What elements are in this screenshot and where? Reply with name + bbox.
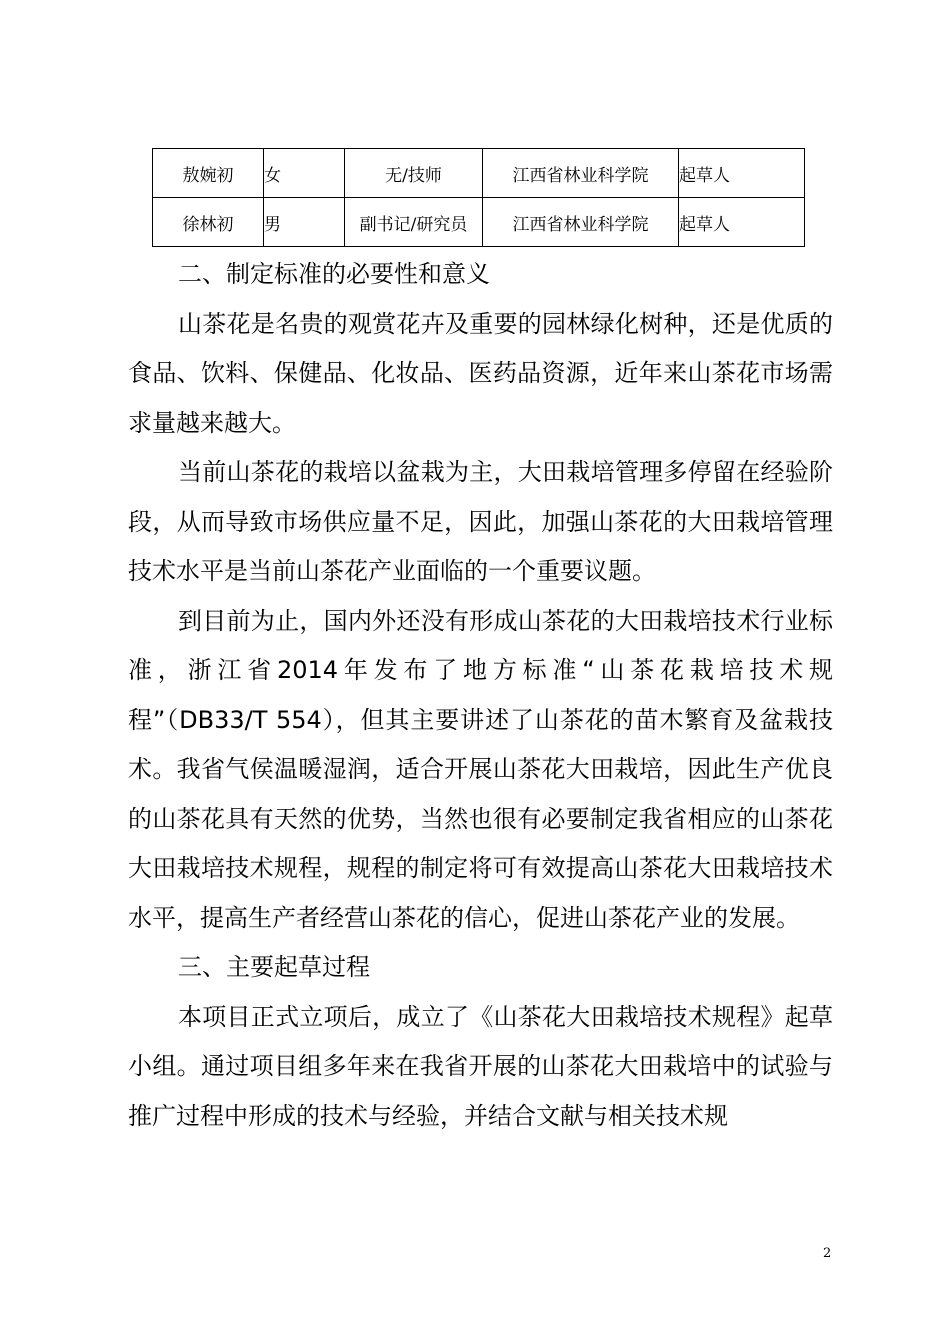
section-heading-necessity: 二、制定标准的必要性和意义 xyxy=(178,260,490,288)
paragraph: 山茶花是名贵的观赏花卉及重要的园林绿化树种，还是优质的食品、饮料、保健品、化妆品、医药品资源，近年来山茶花市场需求量越来越大。 xyxy=(128,309,833,437)
name-cell: 敖婉初 xyxy=(153,149,264,198)
paragraph: 到目前为止，国内外还没有形成山茶花的大田栽培技术行业标准，浙江省2014年发布了地方标准“山茶花栽培技术规程”（DB33/T 554），但其主要讲述了山茶花的苗木繁育及盆栽技术。我省气侯温暖湿润，适合开展山茶花大田栽培，因此生产优良的山茶花具有天然的优势，当然也很有必要制定我省相应的山茶花大田栽培技术规程，规程的制定将可有效提高山茶花大田栽培技术水平，提高生产者经营山茶花的信心，促进山茶花产业的发展。 xyxy=(128,606,833,932)
page-number: 2 xyxy=(823,1246,832,1261)
role-cell: 起草人 xyxy=(679,198,805,247)
role-cell: 起草人 xyxy=(679,149,805,198)
organization-cell: 江西省林业科学院 xyxy=(483,198,679,247)
title-cell: 无/技师 xyxy=(345,149,483,198)
name-cell: 徐林初 xyxy=(153,198,264,247)
table-row xyxy=(153,149,805,198)
table-row xyxy=(153,198,805,247)
gender-cell: 男 xyxy=(264,198,345,247)
title-cell: 副书记/研究员 xyxy=(345,198,483,247)
drafters-table xyxy=(152,148,805,247)
section-heading-drafting-process: 三、主要起草过程 xyxy=(178,953,370,981)
organization-cell: 江西省林业科学院 xyxy=(483,149,679,198)
body-text xyxy=(128,250,833,1141)
paragraph: 本项目正式立项后，成立了《山茶花大田栽培技术规程》起草小组。通过项目组多年来在我省开展的山茶花大田栽培中的试验与推广过程中形成的技术与经验，并结合文献与相关技术规 xyxy=(128,1002,833,1130)
gender-cell: 女 xyxy=(264,149,345,198)
paragraph: 当前山茶花的栽培以盆栽为主，大田栽培管理多停留在经验阶段，从而导致市场供应量不足，因此，加强山茶花的大田栽培管理技术水平是当前山茶花产业面临的一个重要议题。 xyxy=(128,458,833,585)
